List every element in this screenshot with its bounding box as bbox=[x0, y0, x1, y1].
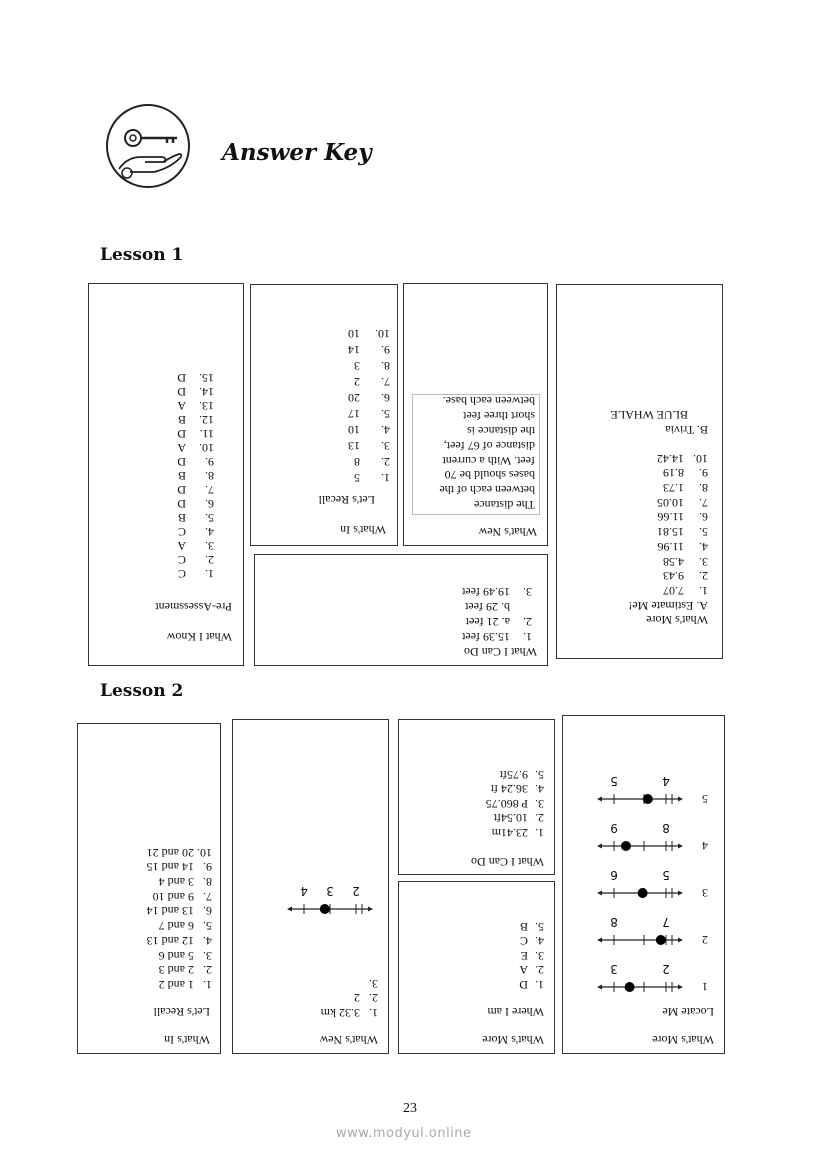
item-answer: 9.43 bbox=[663, 569, 684, 584]
item-number: 2. bbox=[381, 455, 390, 469]
l1-whats-new-box bbox=[403, 283, 548, 546]
tick-label: 5 bbox=[610, 774, 618, 788]
item-number: 4. bbox=[535, 934, 544, 949]
item-number: 1. bbox=[203, 978, 212, 992]
item-answer: B bbox=[177, 413, 186, 427]
item-number: 8. bbox=[699, 481, 708, 496]
item-answer: 9 and 10 bbox=[152, 889, 194, 904]
item-answer: 19.49 feet bbox=[462, 585, 510, 599]
number-line bbox=[284, 883, 374, 917]
item-number: 4. bbox=[381, 423, 390, 437]
box-heading: What I Know bbox=[166, 630, 232, 644]
lesson-1-heading: Lesson 1 bbox=[100, 245, 184, 265]
part-b-label: B. Trivia bbox=[665, 423, 708, 437]
item-answer: D bbox=[519, 978, 528, 992]
item-answer: a. 21 feet bbox=[465, 615, 510, 629]
item-number: 6. bbox=[205, 497, 214, 511]
item-number: 7. bbox=[381, 375, 390, 389]
item-number: 5. bbox=[205, 511, 214, 525]
item-number: 1. bbox=[699, 584, 708, 598]
tick-label: 8 bbox=[610, 915, 618, 929]
item-number: 3 bbox=[702, 886, 708, 900]
item-answer: 9.75ft bbox=[499, 768, 528, 782]
tick-label: 5 bbox=[662, 868, 670, 882]
l1-whats-in-box bbox=[250, 284, 398, 546]
item-number: 2. bbox=[203, 963, 212, 978]
item-answer: 8 bbox=[354, 455, 360, 469]
item-answer: 36.24 ft bbox=[490, 782, 528, 797]
item-number: 7. bbox=[699, 495, 708, 510]
item-answer: 8.19 bbox=[663, 466, 684, 481]
item-number: 3. bbox=[699, 554, 708, 569]
item-answer: 1 and 2 bbox=[158, 978, 194, 992]
tick-label: 4 bbox=[300, 884, 308, 898]
plotted-point bbox=[625, 982, 635, 992]
item-number: 14. bbox=[199, 385, 214, 399]
item-number: 8. bbox=[381, 359, 390, 373]
item-answer: 11.66 bbox=[657, 510, 684, 525]
item-answer: 3 and 4 bbox=[158, 875, 194, 890]
item-answer: 23.41m bbox=[491, 826, 528, 840]
box-heading: What's More bbox=[482, 1033, 544, 1047]
item-answer: 14 and 15 bbox=[146, 860, 194, 875]
box-subheading: Where I am bbox=[487, 1005, 544, 1019]
item-number: 1. bbox=[205, 567, 214, 581]
arrow-left-icon bbox=[368, 907, 373, 912]
page-title: Answer Key bbox=[222, 139, 372, 166]
item-number: 4. bbox=[699, 539, 708, 554]
tick-label: 4 bbox=[662, 774, 670, 788]
item-answer: C bbox=[519, 934, 528, 949]
item-number: 3. bbox=[369, 977, 378, 991]
watermark: www.modyul.online bbox=[336, 1126, 472, 1141]
item-number: 13. bbox=[199, 399, 214, 413]
box-heading: What's More bbox=[652, 1033, 714, 1047]
tick-label: 8 bbox=[662, 821, 670, 835]
item-number: 1. bbox=[381, 471, 390, 485]
box-heading: What I Can Do bbox=[471, 855, 544, 869]
arrow-right-icon bbox=[597, 938, 602, 943]
item-answer: A bbox=[177, 539, 186, 553]
item-number: 15. bbox=[199, 371, 214, 385]
item-number: 2. bbox=[699, 569, 708, 584]
tick-label: 3 bbox=[326, 884, 334, 898]
item-answer: D bbox=[177, 427, 186, 441]
item-number: 11. bbox=[199, 427, 214, 441]
arrow-left-icon bbox=[678, 844, 683, 849]
item-answer: 4.58 bbox=[663, 554, 684, 569]
item-answer: 13 bbox=[348, 439, 360, 453]
arrow-left-icon bbox=[678, 797, 683, 802]
item-answer: 3.32 km bbox=[320, 1006, 360, 1020]
item-answer: 10.54ft bbox=[493, 811, 528, 826]
l2-what-i-can-do-box bbox=[398, 719, 555, 875]
answer-text-line: The distance bbox=[474, 498, 535, 512]
item-answer: B bbox=[519, 920, 528, 934]
box-heading: What's In bbox=[340, 523, 386, 537]
item-answer: 14 bbox=[348, 343, 360, 357]
item-number: 9. bbox=[699, 466, 708, 481]
item-number: 5. bbox=[203, 919, 212, 934]
item-answer: D bbox=[177, 455, 186, 469]
part-a-label: A. Estimate Me! bbox=[628, 599, 708, 613]
answer-text-line: short three feet bbox=[463, 409, 535, 424]
box-heading: What's New bbox=[319, 1033, 378, 1047]
l2-whats-new-box bbox=[232, 719, 389, 1054]
item-answer: 17 bbox=[348, 407, 360, 421]
item-number: 12. bbox=[199, 413, 214, 427]
item-answer: 12 and 13 bbox=[146, 933, 194, 948]
lesson-2-heading: Lesson 2 bbox=[100, 681, 184, 701]
plotted-point bbox=[621, 841, 631, 851]
tick-label: 7 bbox=[662, 915, 670, 929]
item-number: 5. bbox=[699, 525, 708, 540]
item-answer: 11.96 bbox=[657, 539, 684, 554]
item-number: 10. bbox=[693, 451, 708, 466]
item-number: 2 bbox=[702, 933, 708, 947]
l2-where-i-am-box bbox=[398, 881, 555, 1054]
item-number: 3. bbox=[535, 797, 544, 811]
box-subheading: Let's Recall bbox=[318, 493, 375, 507]
number-line bbox=[594, 961, 684, 995]
arrow-right-icon bbox=[287, 907, 292, 912]
tick-label: 9 bbox=[610, 821, 618, 835]
number-line bbox=[594, 820, 684, 854]
item-number: 1 bbox=[702, 980, 708, 994]
item-answer: C bbox=[177, 525, 186, 539]
arrow-right-icon bbox=[597, 891, 602, 896]
item-number: 6. bbox=[699, 510, 708, 525]
item-number: 2. bbox=[205, 553, 214, 567]
item-answer: 1.73 bbox=[663, 481, 684, 496]
arrow-left-icon bbox=[678, 891, 683, 896]
item-number: 7. bbox=[203, 889, 212, 904]
number-line bbox=[594, 914, 684, 948]
l1-whats-more-box bbox=[556, 284, 723, 659]
item-answer: 14.42 bbox=[657, 451, 684, 466]
item-number: 5. bbox=[535, 768, 544, 782]
number-line bbox=[594, 773, 684, 807]
item-answer: C bbox=[177, 553, 186, 567]
arrow-right-icon bbox=[597, 797, 602, 802]
item-answer: D bbox=[177, 497, 186, 511]
plotted-point bbox=[320, 904, 330, 914]
tick-label: 2 bbox=[352, 884, 360, 898]
item-number: 3. bbox=[523, 585, 532, 599]
item-answer: D bbox=[177, 483, 186, 497]
box-subheading: Let's Recall bbox=[153, 1005, 210, 1019]
item-number: 1. bbox=[535, 826, 544, 840]
plotted-point bbox=[643, 794, 653, 804]
item-answer: A bbox=[519, 963, 528, 978]
item-number: 4. bbox=[205, 525, 214, 539]
arrow-right-icon bbox=[597, 985, 602, 990]
item-answer: D bbox=[177, 385, 186, 399]
item-answer: 15.81 bbox=[657, 525, 684, 540]
item-number: 2. bbox=[523, 615, 532, 629]
item-number: 8. bbox=[203, 875, 212, 890]
arrow-left-icon bbox=[678, 985, 683, 990]
answer-text-line: the distance is bbox=[467, 424, 535, 438]
number-line bbox=[594, 867, 684, 901]
item-number: 4. bbox=[535, 782, 544, 797]
item-number: 3. bbox=[381, 439, 390, 453]
item-number: 6. bbox=[203, 904, 212, 919]
item-answer: A bbox=[177, 399, 186, 413]
item-answer: 2 bbox=[354, 375, 360, 389]
item-answer: E bbox=[520, 949, 528, 963]
tick-label: 3 bbox=[610, 962, 618, 976]
arrow-right-icon bbox=[597, 844, 602, 849]
item-answer: 10 bbox=[348, 327, 360, 341]
item-number: 10. bbox=[375, 327, 390, 341]
item-answer: 2 and 3 bbox=[158, 963, 194, 978]
answer-text-line: bases should be 70 bbox=[444, 468, 535, 483]
item-number: 1. bbox=[369, 1006, 378, 1020]
box-heading: What I Can Do bbox=[464, 645, 537, 659]
item-number: 2. bbox=[535, 811, 544, 826]
item-answer: b. 29 feet bbox=[465, 600, 510, 614]
item-answer: 5 and 6 bbox=[158, 948, 194, 963]
item-number: 7. bbox=[205, 483, 214, 497]
answer-textbox bbox=[412, 394, 540, 515]
item-answer: 20 and 21 bbox=[146, 845, 194, 860]
page-number: 23 bbox=[403, 1101, 417, 1116]
tick-label: 6 bbox=[610, 868, 618, 882]
item-number: 5. bbox=[535, 920, 544, 934]
answer-text-line: feet. With a current bbox=[442, 453, 535, 468]
item-answer: 10.05 bbox=[657, 495, 684, 510]
item-answer: 20 bbox=[348, 391, 360, 405]
l2-locate-me-box bbox=[562, 715, 725, 1054]
item-number: 4 bbox=[702, 839, 708, 853]
item-answer: 10 bbox=[348, 423, 360, 437]
box-heading: What's New bbox=[478, 525, 537, 539]
item-number: 10. bbox=[197, 845, 212, 860]
item-number: 9. bbox=[205, 455, 214, 469]
box-heading: What's More bbox=[646, 613, 708, 627]
item-number: 2. bbox=[369, 991, 378, 1006]
item-number: 1. bbox=[523, 630, 532, 644]
box-heading: What's In bbox=[164, 1033, 210, 1047]
box-subheading: Locate Me bbox=[662, 1005, 714, 1019]
item-number: 3. bbox=[203, 948, 212, 963]
box-subheading: Pre-Assessment bbox=[155, 600, 232, 614]
item-number: 5 bbox=[702, 792, 708, 806]
item-number: 9. bbox=[203, 860, 212, 875]
trivia-answer: BLUE WHALE bbox=[610, 408, 688, 422]
item-answer: B bbox=[177, 511, 186, 525]
item-number: 9. bbox=[381, 343, 390, 357]
item-answer: 13 and 14 bbox=[146, 904, 194, 919]
l2-whats-in-box bbox=[77, 723, 221, 1054]
key-in-hand-icon bbox=[105, 103, 191, 189]
answer-text-line: distance of 67 feet, bbox=[443, 438, 535, 453]
item-number: 10. bbox=[199, 441, 214, 455]
l1-what-i-can-do-box bbox=[254, 554, 548, 666]
item-number: 8. bbox=[205, 469, 214, 483]
item-number: 3. bbox=[535, 949, 544, 963]
item-number: 1. bbox=[535, 978, 544, 992]
item-number: 5. bbox=[381, 407, 390, 421]
plotted-point bbox=[638, 888, 648, 898]
item-answer: 6 and 7 bbox=[158, 919, 194, 934]
item-answer: B bbox=[177, 469, 186, 483]
item-number: 2. bbox=[535, 963, 544, 978]
plotted-point bbox=[656, 935, 666, 945]
item-number: 4. bbox=[203, 933, 212, 948]
item-answer: 2 bbox=[354, 991, 360, 1006]
item-answer: 5 bbox=[354, 471, 360, 485]
l1-what-i-know-box bbox=[88, 283, 244, 666]
item-answer: 3 bbox=[354, 359, 360, 373]
item-answer: 15.39 feet bbox=[462, 630, 510, 644]
item-answer: D bbox=[177, 371, 186, 385]
item-answer: P 860.75 bbox=[485, 797, 528, 811]
item-answer: C bbox=[177, 567, 186, 581]
item-number: 6. bbox=[381, 391, 390, 405]
tick-label: 2 bbox=[662, 962, 670, 976]
item-number: 3. bbox=[205, 539, 214, 553]
item-answer: 7.07 bbox=[663, 584, 684, 598]
answer-text-line: between each of the bbox=[439, 483, 535, 498]
answer-text-line: between each base. bbox=[442, 394, 535, 409]
item-answer: A bbox=[177, 441, 186, 455]
arrow-left-icon bbox=[678, 938, 683, 943]
